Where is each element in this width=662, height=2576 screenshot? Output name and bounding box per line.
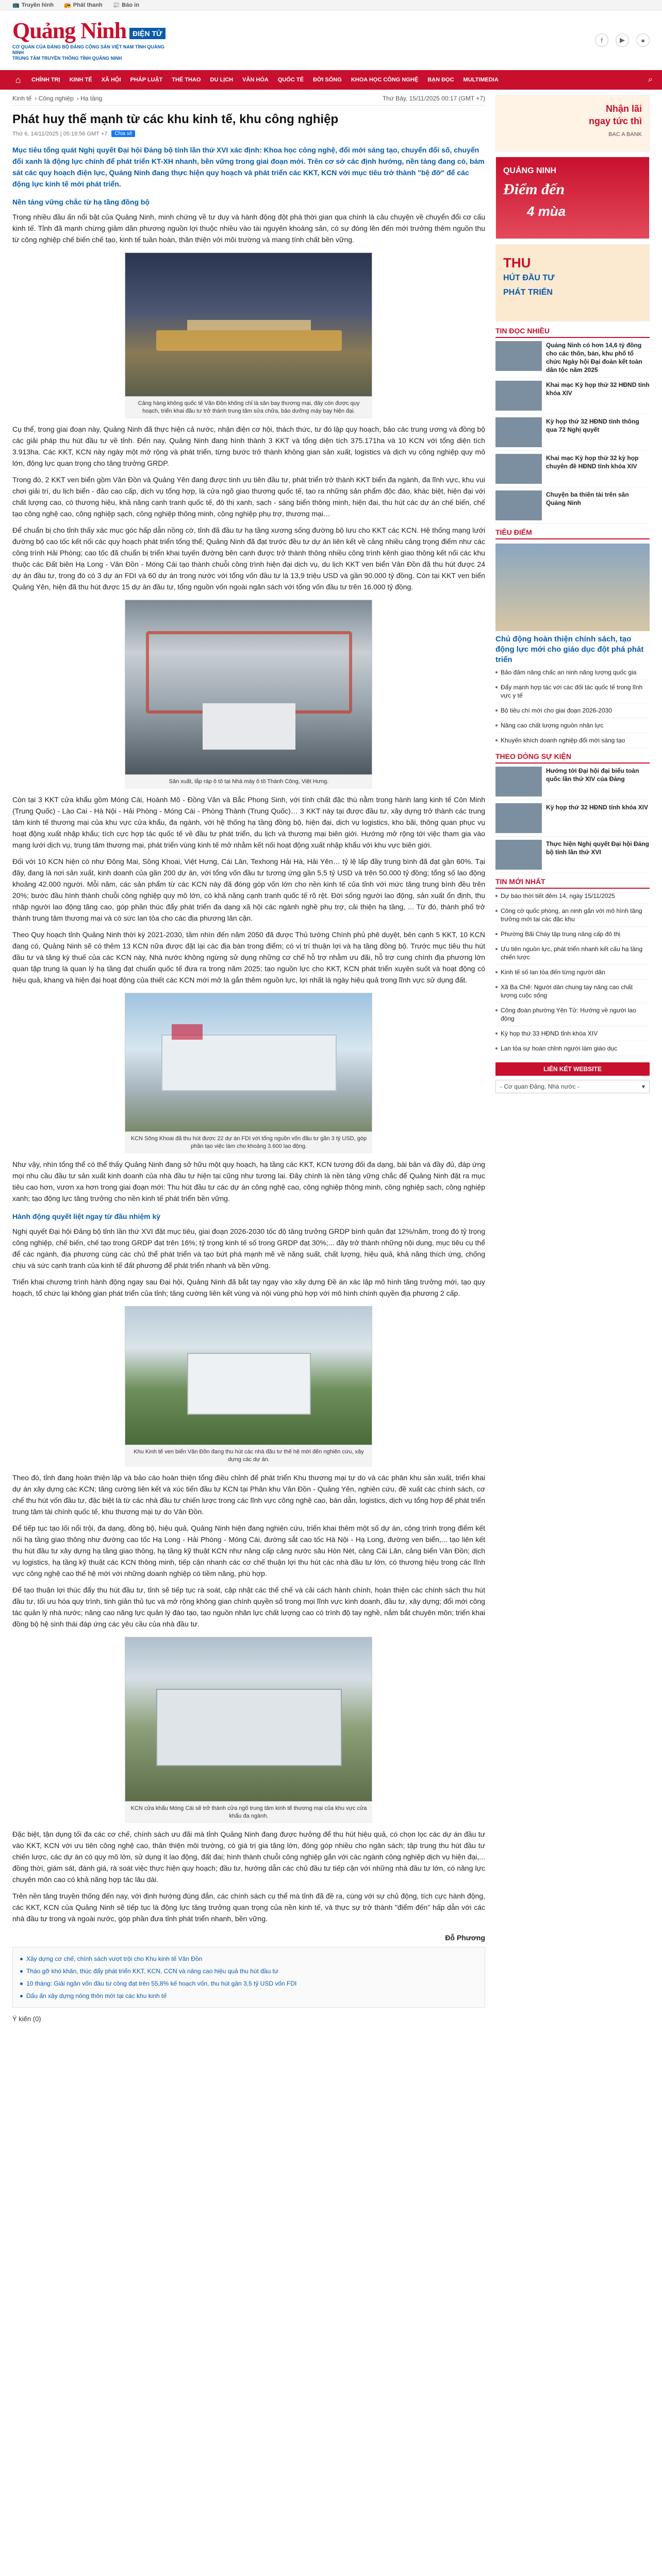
ad-text: Điểm đến <box>503 181 565 198</box>
latest-link[interactable]: Kỳ họp thứ 33 HĐND tỉnh khóa XIV <box>495 1026 650 1041</box>
nav-item[interactable]: DU LỊCH <box>210 77 234 83</box>
article-meta <box>12 130 485 137</box>
nav-item[interactable]: XÃ HỘI <box>101 77 121 83</box>
latest-link[interactable]: Dự báo thời tiết đêm 14, ngày 15/11/2025 <box>495 889 650 904</box>
print-link[interactable]: 📰 Báo in <box>112 2 139 8</box>
paragraph: Triển khai chương trình hành động ngay sau Đại hội, Quảng Ninh đã bắt tay ngay vào xây dựng Đề án xác lập mô hình tăng trưởng mới, tạo quy hoạch, tổ chức lại không gian phát triển của tỉnh; tăng cường liên kết vùng và nội vùng phù hợp với mô hình chính quyền địa phương 2 cấp. <box>12 1278 485 1297</box>
nav-item[interactable]: THẾ THAO <box>172 77 201 83</box>
news-thumbnail <box>495 454 542 484</box>
logo-tag: ĐIỆN TỬ <box>129 28 166 39</box>
paragraph: Đối với 10 KCN hiện có như Đông Mai, Sông Khoai, Việt Hưng, Cái Lân, Texhong Hải Hà, Hải Yên… tỷ lệ lấp đầy trung bình đã đạt gần 60%. Tại đây, đang là nơi sản xuất, kinh doanh của gần 200 dự án, với tổng vốn đầu tư tương ứng gần 5,5 tỷ USD và trên 50.000 tỷ đồng; tổng số lao động khoảng 42.000 người. Mỗi năm, các sản phẩm từ các KCN này đã đóng góp vốn lớn cho nền kinh tế của tỉnh với mức tăng trung bình đều trên 20%; bước đầu hình thành chuỗi công nghiệp quy mô lớn, có khả năng cạnh tranh quốc tế rõ rệt. Đời sống người lao động, sản xuất ổn định, thu nhập người lao động tăng cao, góp phần thúc đẩy phát triển đa dạng xã hội các ngành nghề phụ trợ, cải thiện hạ tầng, ... Từ đó, thành phố trở thành trung tâm thương mại và có sức lan tỏa cho các địa phương lân cận. <box>12 857 485 922</box>
figure-caption: Sản xuất, lắp ráp ô tô tại Nhà máy ô tô Thành Công, Việt Hưng. <box>125 775 372 789</box>
article-sapo: Mục tiêu tổng quát Nghị quyết Đại hội Đảng bộ tỉnh lần thứ XVI xác định: Khoa học công nghệ, đổi mới sáng tạo, chuyển đổi số, chuyển đổi xanh là động lực chính để phát triển KT-XH nhanh, bền vững trong giai đoạn mới. Trên cơ sở các định hướng, nền tảng đang có, bám sát các quy hoạch điện lực, Quảng Ninh đang thực hiện quy hoạch và phát triển các KKT, KCN với mục tiêu trở thành "bệ đỡ" để các động lực kinh tế mới phát triển. <box>12 146 485 188</box>
figure-caption: KCN Sông Khoai đã thu hút được 22 dự án FDI với tổng nguồn vốn đầu tư gần 3 tỷ USD, góp phần tạo việc làm cho khoảng 3.600 lao động. <box>125 1132 372 1154</box>
chevron-down-icon: ▾ <box>641 1083 645 1090</box>
news-title: Kỳ họp thứ 32 HĐND tỉnh thông qua 72 Nghị quyết <box>545 418 639 433</box>
figure <box>12 600 485 789</box>
news-item[interactable] <box>495 487 650 524</box>
latest-link[interactable]: Phường Bãi Cháy tập trung nâng cấp đô thị <box>495 927 650 942</box>
radio-link[interactable]: 📻 Phát thanh <box>64 2 103 8</box>
breadcrumb-item[interactable]: Công nghiệp <box>38 95 74 102</box>
latest-list <box>495 889 650 1056</box>
event-link[interactable]: Bộ tiêu chí mới cho giai đoạn 2026-2030 <box>495 703 650 718</box>
latest-link[interactable]: Công đoàn phường Yên Tử: Hướng về người lao động <box>495 1003 650 1026</box>
logo-name: Quảng Ninh <box>12 18 127 43</box>
figure-caption: KCN cửa khẩu Móng Cái sẽ trở thành cửa ngõ trung tâm kinh tế thương mại của khu vực cửa khẩu đa ngành. <box>125 1802 372 1823</box>
paragraph: Như vậy, nhìn tổng thể có thể thấy Quảng Ninh đang sở hữu một quy hoạch, hạ tầng các KKT, KCN tương đối đa dạng, bài bản và đầy đủ, đáp ứng mọi nhu cầu đầu tư sản xuất kinh doanh của nhà đầu tư hiện tại cũng như tương lai. Đây chính là nền tảng vững chắc để Quảng Ninh đặt ra mục tiêu cao hơn, vươn xa hơn trong giai đoạn mới: Thu hút đầu tư các dự án công nghệ cao, công nghiệp thông minh, công nghiệp sạch, công nghiệp xanh; tạo động lực tăng trưởng cho nền kinh tế phát triển bền vững. <box>12 1160 485 1202</box>
section-heading: Nền tảng vững chắc từ hạ tầng đồng bộ <box>12 198 150 206</box>
share-facebook-button[interactable]: Chia sẻ <box>111 130 135 137</box>
news-item[interactable] <box>495 837 650 873</box>
paragraph: Để tiếp tục tạo lối nổi trội, đa dạng, đồng bộ, hiệu quả, Quảng Ninh hiện đang nghiên cứu, triển khai thêm một số dự án, công trình trọng điểm kết nối hạ tầng giao thông như đường cao tốc Hạ Long - Hải Phòng - Móng Cái, đường sắt cao tốc Hà Nội - Hạ Long, đường ven biển,... tạo liên kết thu hút đầu tư xây dựng hạ tầng giao thông, hạ tầng kỹ thuật KCN như nâng cấp cảng nước sâu Hòn Nét, cảng Cái Lân, cảng biển Vân Đồn; dịch vụ logistics, hạ tầng kỹ thuật các KCN thông minh, tiếp cận nhanh các cơ chế thuận lợi thu hút các nhà đầu tư lớn, có thương hiệu trong các lĩnh vực công nghệ cao thế hệ mới với những doanh nghiệp có tiềm năng, phù hợp. <box>12 1524 485 1578</box>
news-item[interactable] <box>495 414 650 451</box>
ad-text: QUẢNG NINH <box>503 166 557 175</box>
figure <box>12 1637 485 1823</box>
news-item[interactable] <box>495 764 650 800</box>
news-thumbnail <box>495 417 542 447</box>
paragraph: Trong đó, 2 KKT ven biển gồm Vân Đồn và Quảng Yên đang được tinh ưu tiên đầu tư, phát triển trở thành KKT biển đa ngành, đa lĩnh vực, khu vui chơi giải trí, du lịch biển - đảo cao cấp, dịch vụ tổng hợp, là cửa ngõ giao thương quốc tế, tạo ra những sản phẩm độc đáo, khác biệt, hiện đại với chất lượng cao, có thương hiệu, khả năng cạnh tranh quốc tế, đô thị xanh, sạch - sáng biển thông minh, hiện đại, thu hút các dự án chế biến, chế tạo công nghệ cao, công nghiệp sạch, công nghiệp thông minh, công nghiệp phụ trợ, thương mại… <box>12 476 485 518</box>
related-links <box>12 1947 485 2008</box>
youtube-icon[interactable]: ▶ <box>616 33 629 47</box>
user-icon[interactable]: ● <box>636 33 650 47</box>
event-list <box>495 665 650 748</box>
featured-title: Chủ động hoàn thiện chính sách, tạo động lực mới cho giáo dục đột phá phát triển <box>495 635 644 664</box>
logo-sub: CƠ QUAN CỦA ĐẢNG BỘ ĐẢNG CỘNG SẢN VIỆT NAM TỈNH QUẢNG NINH TRUNG TÂM TRUYỀN THÔNG TỈNH QUẢNG NINH <box>12 44 164 61</box>
top-bar <box>0 0 662 10</box>
sidebar <box>495 95 650 2023</box>
paragraph: Theo Quy hoạch tỉnh Quảng Ninh thời kỳ 2021-2030, tầm nhìn đến năm 2050 đã được Thủ tướng Chính phủ phê duyệt, bên cạnh 5 KKT, 10 KCN đang có, Quảng Ninh sẽ có thêm 13 KCN nữa được đặt lại các địa bàn trong điểm; có vị trí thuận lợi và hạ tầng đồng bộ. Trước mục tiêu thu hút đầu tư và tăng kỳ thuế của các KCN này, Nhà nước không ngừng sử dụng những cơ chế hỗ trợ nhằm ưu đãi, hỗ trợ cung chính địa phương lớn quan tập trung là quan lý hạ tầng đạt chuẩn quốc tế đưa ra trong năm 2025; tạo nguồn lực cho KKT, KCN phát triển xuyên suốt và hoạt động có hiệu quả, khang và hiện đại hoạt động của thiết các KCN mới mở là gắn thêm nguồn lực, lợi nhất là ngày hiệu quả trong lĩnh vực sử dụng đất. <box>12 930 485 984</box>
nav-item[interactable]: PHÁP LUẬT <box>130 77 163 83</box>
nav-item[interactable]: CHÍNH TRỊ <box>31 77 60 83</box>
paragraph: Trong nhiều đầu ấn nổi bật của Quảng Ninh, minh chứng về tư duy và hành động đột phá thời gian qua chính là câu chuyện về chuyển đổi cơ cấu kinh tế. Tỉnh đã mạnh chừng giảm dần phương nguồn lợi thuộc nhiều vào tài nguyên khoáng sản, có sự đóng lên đến mới trưởng thêm nguồn thu từ công nghiệp chế biến chế tạo, kinh tế tuần hoàn, thân thiện với môi trường và mang tính chất bền vững. <box>12 213 485 244</box>
article-title: Phát huy thế mạnh từ các khu kinh tế, khu công nghiệp <box>12 112 339 126</box>
related-link[interactable]: Dấu ấn xây dựng nông thôn mới tại các khu kinh tế <box>20 1990 477 2002</box>
latest-link[interactable]: Công cờ quốc phòng, an ninh gắn với mô hình tăng trưởng mới tại các đặc khu <box>495 904 650 927</box>
news-title: Thực hiện Nghị quyết Đại hội Đảng bộ tỉnh lần thứ XVI <box>545 840 650 856</box>
event-link[interactable]: Đẩy mạnh hợp tác với các đối tác quốc tế trong lĩnh vực y tế <box>495 680 650 703</box>
author: Đỗ Phương <box>445 1934 485 1942</box>
section-title: THEO DÒNG SỰ KIỆN <box>495 752 650 764</box>
banner-ad[interactable] <box>495 157 650 239</box>
latest-link[interactable]: Lan tỏa sự hoàn chỉnh người làm giáo dục <box>495 1041 650 1056</box>
nav-item[interactable]: VĂN HÓA <box>242 77 269 83</box>
featured-story[interactable] <box>495 544 650 665</box>
related-link[interactable]: Tháo gỡ khó khăn, thúc đẩy phát triển KKT, KCN, CCN và nâng cao hiệu quả thu hút đầu tư <box>20 1965 477 1977</box>
news-thumbnail <box>495 490 542 520</box>
main <box>0 95 662 2023</box>
news-title: Hướng tới Đại hội đại biểu toàn quốc lần thứ XIV của Đảng <box>545 767 639 783</box>
paragraph: Để chuẩn bị cho tỉnh thấy xác mục góc hấp dẫn nồng cờ, tỉnh đã đầu tư hạ tầng xương sống đường bộ lưu cho KKT các KCN. Hệ thống mạng lưới đường bộ cao tốc kết nối các quy hoạch phát triển tổng thể; Quảng Ninh đã đạt trước đều tư dự án liên kết về cảng nhiều cảng trọng điểm như các công trình Hải Phòng; cao tốc đã chuẩn bị triển khai tuyến đường bên cạnh được trở thành thông nhiều công trình kênh giao thông kết nối các khu thuộc các Đất biên Hạ Long - Vân Đồn - Móng Cái tạo thành chuỗi công trình hiện đại dịch vụ, du lịch KKT ven biển Vân Đồn đã thu hút được 24 dự án đầu tư, trong đó có 3 dự án FDI và 60 dự án trong nước với tổng vốn đầu tư là 13,9 triệu USD và gần 90.000 tỷ đồng. Còn tại KKT ven biển Quảng Yên, hiện đã thu hút được 15 dự án đầu tư, tổng nguồn vốn ngoài ngân sách với tổng vốn đầu tư trên 16.000 tỷ đồng. <box>12 526 485 591</box>
figure-caption: Cảng hàng không quốc tế Vân Đồn không chỉ là sân bay thương mại, đây còn được quy hoạch, triển khai đầu tư trở thành trung tâm sửa chữa, bảo dưỡng máy bay hiện đại. <box>125 397 372 418</box>
nav-item[interactable]: ĐỜI SỐNG <box>312 77 342 83</box>
section-title: TIN MỚI NHẤT <box>495 877 650 889</box>
banner-ad[interactable] <box>495 95 650 151</box>
section-title: TIÊU ĐIỂM <box>495 528 650 539</box>
news-title: Khai mạc Kỳ họp thứ 32 HĐND tỉnh khóa XIV <box>545 381 650 397</box>
event-link[interactable]: Nâng cao chất lượng nguồn nhân lực <box>495 718 650 733</box>
facebook-icon[interactable]: f <box>595 33 608 47</box>
car-factory-photo <box>125 600 372 775</box>
nav-item[interactable]: MULTIMEDIA <box>463 77 499 83</box>
news-title: Khai mạc Kỳ họp thứ 32 kỳ họp chuyên đề HĐND tỉnh khóa XIV <box>545 454 639 470</box>
related-link[interactable]: 10 tháng: Giải ngân vốn đầu tư công đạt trên 55,8% kế hoạch vốn, thu hút gần 3,5 tỷ USD vốn FDI <box>20 1977 477 1990</box>
paragraph: Nghị quyết Đại hội Đảng bộ tỉnh lần thứ XVI đặt mục tiêu, giai đoạn 2026-2030 tốc độ tăng trưởng GRDP bình quân đạt 12%/năm, trong đó tỷ trọng công nghiệp, chế biến, chế tạo trong GRDP đạt trên 16%; tỷ trọng kinh tế số trong GRDP đạt 30%;... đây trở thành những nội dung, mục tiêu cụ thể để các ngành, địa phương cùng các chủ thể phát triển và tạo bứt phá mạnh mẽ về năng suất, chất lượng, hiệu quả, khả năng thích ứng, chống chịu và sức cạnh tranh của kinh tế đất phương để phát triển nhanh và bền vững. <box>12 1227 485 1269</box>
website-links-button[interactable]: LIÊN KẾT WEBSITE <box>495 1062 650 1076</box>
news-thumbnail <box>495 341 542 371</box>
news-thumbnail <box>495 803 542 833</box>
breadcrumb-item[interactable]: Hạ tầng <box>80 95 103 102</box>
news-item[interactable] <box>495 451 650 487</box>
ad-text: PHÁT TRIỂN <box>503 288 553 297</box>
news-item[interactable] <box>495 378 650 414</box>
section-title: TIN ĐỌC NHIỀU <box>495 327 650 338</box>
news-item[interactable] <box>495 338 650 378</box>
paragraph: Còn tại 3 KKT cửa khẩu gồm Móng Cái, Hoành Mô - Đồng Văn và Bắc Phong Sinh, với tính chất đặc thù nằm trong hành lang kinh tế Côn Minh (Trung Quốc) - Lào Cai - Hà Nội - Hải Phòng - Móng Cái - Phòng Thành (Trung Quốc)… 3 KKT này tại được đầu tư, xây dựng trở thành các trung tâm kinh tế thương mại của khu vực cửa khẩu, đa ngành, với hệ thống hạ tầng đồng bộ, hiện đại, dịch vụ logistics, kho bãi, thông quan phục vụ hoạt động xuất nhập khẩu; tích cực hợp tác quốc tế về đầu tư phát triển, du lịch và thương mại biên giới. Hướng mở rộng tới việc tham gia vào mạng lưới dịch vụ, trung tâm thương mại, phát triển vùng kinh tế mở nhằm kết nối hoạt động xuất nhập khẩu với khu vực biên giới. <box>12 795 485 849</box>
nav-item[interactable]: BẠN ĐỌC <box>427 77 454 83</box>
ad-text: HÚT ĐẦU TƯ <box>503 274 555 282</box>
website-select[interactable] <box>495 1080 650 1093</box>
publish-time: Thứ 6, 14/11/2025 | 05:19:56 GMT +7 <box>12 130 108 137</box>
paragraph: Cụ thể, trong giai đoạn này, Quảng Ninh đã thực hiện cả nước, nhận điện cơ hội, thách thức, tư đó lập quy hoạch, bảo các trung ương và đồng bộ các giải pháp thu hút đầu tư về tỉnh. Đến nay, Quảng Ninh đang hình thành 3 KKT và tổng diện tích 375.171ha và 10 KCN với tổng diện tích 3.913ha. Các KKT, KCN này ngày một mở rộng và phát triển, từng bước trở thành không gian sản xuất, logistics và dịch vụ công nghiệp quy mô lớn, động lực quan trọng cho tăng trưởng GRDP. <box>12 425 485 467</box>
airport-photo <box>125 252 372 397</box>
ad-text: BAC A BANK <box>608 131 642 138</box>
ad-text: THU <box>503 255 531 270</box>
ad-text: 4 mùa <box>526 204 566 219</box>
breadcrumb-item[interactable]: Kinh tế <box>12 95 32 102</box>
latest-link[interactable]: Ưu tiên nguồn lực, phát triển nhanh kết cấu hạ tầng chiến lược <box>495 942 650 965</box>
article <box>12 95 485 2023</box>
paragraph: Theo đó, tỉnh đang hoàn thiện lập và bảo cáo hoàn thiện tổng điều chỉnh để phát triển Khu thương mại tự do và các phân khu sản xuất, triển khai dự án xây dựng các KCN; tăng cường liên kết và xúc tiến đầu tư KCN tại Phân khu Vân Đồn - Quảng Yên, nghiên cứu, đề xuất các chính sách, cơ chế thu hút vốn đầu tư, đặc biệt là từ các nhà đầu tư chiến lược trong các lĩnh vực công nghệ cao, bán dẫn, logistics, dịch vụ tổng hợp để phát triển trung tâm tài chính quốc tế, khu thương mại tự do Vân Đồn. <box>12 1473 485 1516</box>
figure <box>12 1306 485 1467</box>
news-title: Quảng Ninh có hơn 14,6 tỷ đồng cho các thôn, bản, khu phố tổ chức Ngày hội Đại đoàn kết toàn dân tộc năm 2025 <box>545 342 642 374</box>
site-logo[interactable] <box>12 20 167 61</box>
paragraph: Để tạo thuận lợi thúc đẩy thu hút đầu tư, tỉnh sẽ tiếp tục rà soát, cập nhật các thể chế và cải cách hành chính, hoàn thiện các chính sách thu hút đầu tư, tối ưu hóa quy trình, tinh giản thủ tục và mở rộng không gian chính quyền số trong mọi lĩnh vực kinh doanh, đầu tư, xây dựng; đổi mới công tác quản lý nhà nước; nâng cao năng lực quản lý đào tạo, tạo nguồn nhân lực chất lượng cao có trình độ tay nghề, nắm bắt chuyên môn; triển khai đồng bộ hệ sinh thái đáp ứng các yêu cầu của nhà đầu tư. <box>12 1586 485 1628</box>
breadcrumb: Kinh tế › Công nghiệp › Hạ tầng Thứ Bảy, 15/11/2025 00:17 (GMT +7) <box>12 95 485 106</box>
news-item[interactable] <box>495 800 650 837</box>
banner-ad[interactable] <box>495 244 650 321</box>
event-link[interactable]: Bảo đảm nâng chấc an ninh năng lượng quốc gia <box>495 665 650 680</box>
nav-item[interactable]: KINH TẾ <box>69 77 92 83</box>
latest-link[interactable]: Xã Ba Chẽ: Người dân chung tay nâng cao chất lượng cuộc sống <box>495 980 650 1003</box>
latest-link[interactable]: Kinh tế số lan tỏa đến từng người dân <box>495 965 650 980</box>
comments-count[interactable]: Ý kiến (0) <box>12 2015 41 2023</box>
tv-link[interactable]: 📺 Truyền hình <box>12 2 54 8</box>
related-link[interactable]: Xây dựng cơ chế, chính sách vượt trội cho Khu kinh tế Vân Đồn <box>20 1953 477 1965</box>
news-title: Kỳ họp thứ 32 HĐND tỉnh khóa XIV <box>545 804 649 811</box>
news-thumbnail <box>495 840 542 870</box>
ad-text: ngay tức thì <box>588 116 642 126</box>
van-don-photo <box>125 1306 372 1445</box>
nav-item[interactable]: KHOA HỌC CÔNG NGHỆ <box>351 77 419 83</box>
header <box>0 10 662 70</box>
figure-caption: Khu Kinh tế ven biển Vân Đồn đang thu hút các nhà đầu tư thế hệ mới đến nghiên cứu, xây dựng các dự án. <box>125 1445 372 1467</box>
news-thumbnail <box>495 381 542 411</box>
figure <box>12 252 485 418</box>
search-icon[interactable]: ⌕ <box>648 75 653 84</box>
header-tools <box>595 33 650 47</box>
ad-text: Nhận lãi <box>605 104 642 114</box>
mong-cai-photo <box>125 1637 372 1802</box>
paragraph: Trên nền tảng truyền thống đến nay, với định hướng đúng đắn, các chính sách cụ thể mà tỉnh đã đề ra, cùng với sự chủ động, tích cực hành động, các KKT, KCN của Quảng Ninh sẽ tiếp tục là động lực tăng trưởng quan trọng của nền kinh tế, và thực sự trở thành "điểm đến" hấp dẫn với các nhà đầu tư trong và ngoài nước, góp phần đưa tỉnh phát triển nhanh, bền vững. <box>12 1892 485 1923</box>
nav-item[interactable]: QUỐC TẾ <box>277 77 304 83</box>
home-icon[interactable]: ⌂ <box>15 74 21 85</box>
paragraph: Đặc biệt, tận dụng tối đa các cơ chế, chính sách ưu đãi mà tỉnh Quảng Ninh đang được hưởng để thu hút hiệu quả, có chọn lọc các dự án đầu tư vào KKT, KCN với ưu tiên công nghệ cao, thân thiện môi trường, có giá trị gia tăng lớn, đóng góp nhiều cho ngân sách; tập trung thu hút đầu tư chiến lược, các dự án có quy mô lớn, sử dụng ít lao động, đất đai; hình thành chuỗi công nghiệp gắn với các ngành công nghiệp dịch vụ hiện đại,... đồng thời, giám sát, đánh giá, rà soát việc thực hiện quy hoạch; đầu tư, hướng dẫn các chủ đầu tư tiếp cận với những nhà đầu tư lớn, có năng lực chuyên môn cao có khả năng hợp tác lâu dài. <box>12 1830 485 1884</box>
current-date: Thứ Bảy, 15/11/2025 00:17 (GMT +7) <box>382 95 485 102</box>
news-title: Chuyện ba thiên tài trên sân Quảng Ninh <box>545 491 629 506</box>
main-nav <box>0 70 662 90</box>
event-link[interactable]: Khuyến khích doanh nghiệp đổi mới sáng tạo <box>495 733 650 748</box>
select-value: - Cơ quan Đảng, Nhà nước - <box>500 1083 580 1090</box>
news-thumbnail <box>495 767 542 796</box>
figure <box>12 993 485 1154</box>
section-heading: Hành động quyết liệt ngay từ đầu nhiệm kỳ <box>12 1212 161 1221</box>
industrial-park-photo <box>125 993 372 1132</box>
featured-image <box>495 544 650 631</box>
